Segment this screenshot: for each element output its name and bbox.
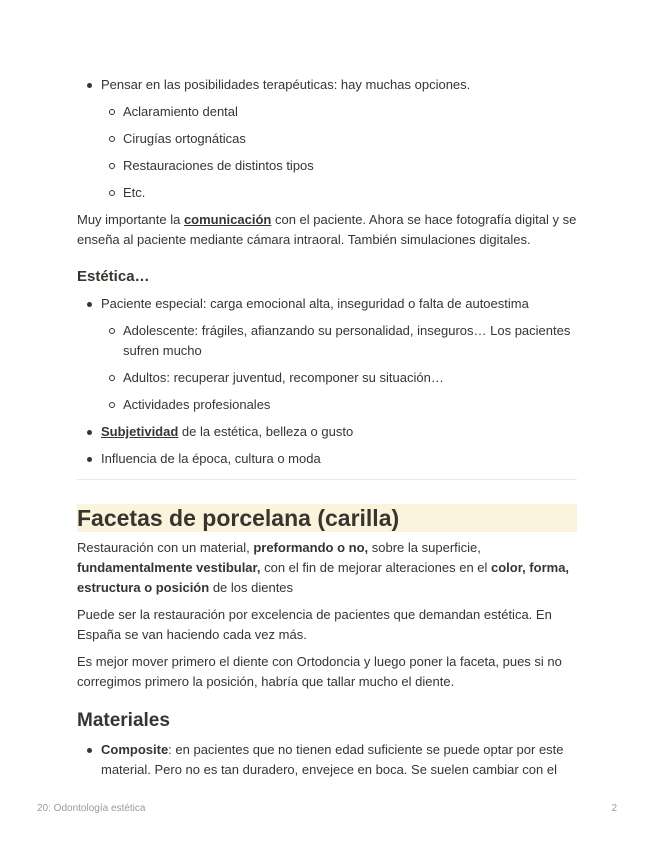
facetas-title: Facetas de porcelana (carilla) xyxy=(77,504,577,532)
divider xyxy=(77,479,577,480)
list-item: Influencia de la época, cultura o moda xyxy=(77,449,577,469)
facetas-paragraph: Puede ser la restauración por excelencia de pacientes que demandan estética. En España se van haciendo cada vez más. xyxy=(77,607,552,642)
footer-page-number: 2 xyxy=(611,803,617,814)
list-item: Paciente especial: carga emocional alta, inseguridad o falta de autoestima Adolescente: frágiles, afianzando su personalidad, inseguros… Los pacientes sufren mucho Adultos: recuperar juventud, recomponer su situación… Actividades profesionales xyxy=(77,294,577,415)
intro-list xyxy=(77,75,577,203)
composite-emphasis: Composite xyxy=(101,742,169,757)
estetica-heading: Estética… xyxy=(77,268,150,285)
list-item: Subjetividad de la estética, belleza o gusto xyxy=(77,422,577,442)
footer-document-title: 20: Odontología estética xyxy=(37,803,146,814)
list-item-text: Pensar en las posibilidades terapéuticas: hay muchas opciones. xyxy=(101,77,471,92)
sub-list-item: Actividades profesionales xyxy=(101,395,577,415)
estetica-list xyxy=(77,294,577,469)
subjetividad-emphasis: Subjetividad xyxy=(101,424,179,439)
materiales-heading: Materiales xyxy=(77,710,170,731)
list-item xyxy=(77,75,577,203)
sub-list xyxy=(101,102,577,203)
communication-emphasis: comunicación xyxy=(183,212,272,227)
document-body xyxy=(77,75,577,787)
facetas-paragraph: Es mejor mover primero el diente con Ortodoncia y luego poner la faceta, pues si no corregimos primero la posición, habría que tallar mucho el diente. xyxy=(77,654,562,689)
communication-paragraph: Muy importante la comunicación con el paciente. Ahora se hace fotografía digital y se enseña al paciente mediante cámara intraoral. También simulaciones digitales. xyxy=(77,212,577,247)
sub-list-item: Restauraciones de distintos tipos xyxy=(101,156,577,176)
sub-list-item: Aclaramiento dental xyxy=(101,102,577,122)
list-item: Composite: en pacientes que no tienen edad suficiente se puede optar por este material. Pero no es tan duradero, envejece en boca. Se suelen cambiar con el xyxy=(77,740,577,780)
sub-list-item: Etc. xyxy=(101,183,577,203)
sub-list xyxy=(101,321,577,415)
facetas-definition: Restauración con un material, preformando o no, sobre la superficie, fundamentalmente vestibular, con el fin de mejorar alteraciones en el color, forma, estructura o posición de los dientes xyxy=(77,540,570,595)
sub-list-item: Adolescente: frágiles, afianzando su personalidad, inseguros… Los pacientes sufren mucho xyxy=(101,321,577,361)
sub-list-item: Cirugías ortognáticas xyxy=(101,129,577,149)
materiales-list xyxy=(77,740,577,780)
sub-list-item: Adultos: recuperar juventud, recomponer su situación… xyxy=(101,368,577,388)
